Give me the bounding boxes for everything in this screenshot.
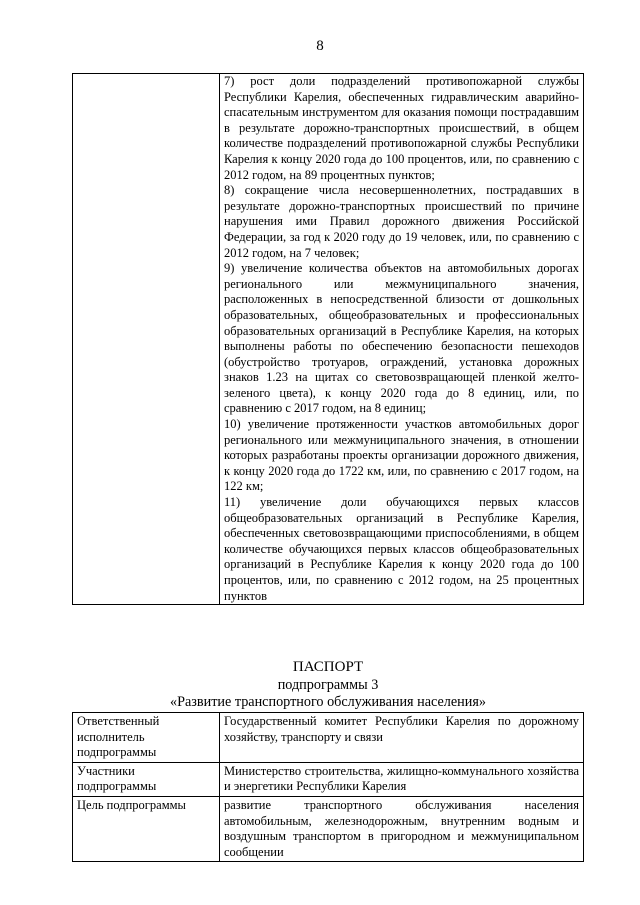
- table-row: [73, 713, 584, 763]
- indicator-item-9: 9) увеличение количества объектов на автомобильных дорогах регионального или межмуниципального значения, расположенных в непосредственной близости от дошкольных образовательных, общеобразовательных и профессиональных образовательных организаций в Республике Карелия, на которых выполнены работы по обеспечению безопасности пешеходов (обустройство тротуаров, ограждений, установка дорожных знаков 1.23 на щитах со световозвращающей пленкой желто-зеленого цвета), к концу 2020 года до 8 единиц, или, по сравнению с 2017 годом, на 8 единиц;: [224, 261, 579, 416]
- table-row: [73, 796, 584, 861]
- indicators-cell: [220, 74, 584, 605]
- indicator-item-7: 7) рост доли подразделений противопожарной службы Республики Карелия, обеспеченных гидравлическим аварийно-спасательным инструментом для оказания помощи пострадавшим в результате дорожно-транспортных происшествий, в общем количестве подразделений противопожарной службы Республики Карелия к концу 2020 года до 100 процентов, или, по сравнению с 2012 годом, на 89 процентных пунктов;: [224, 74, 579, 182]
- continued-indicators-table: [72, 73, 584, 605]
- row-value: Государственный комитет Республики Карелия по дорожному хозяйству, транспорту и связи: [220, 713, 584, 763]
- table-row: [73, 762, 584, 796]
- passport-title: ПАСПОРТ: [292, 659, 364, 675]
- indicator-item-11: 11) увеличение доли обучающихся первых классов общеобразовательных организаций в Республике Карелия, обеспеченных световозвращающими приспособлениями, в общем количестве обучающихся первых классов общеобразовательных организаций в Республике Карелия к концу 2020 года до 100 процентов, или, по сравнению с 2012 годом, на 25 процентных пунктов: [224, 495, 579, 603]
- row-value: развитие транспортного обслуживания населения автомобильным, железнодорожным, внутренним водным и воздушным транспортом в пригородном и межмуниципальном сообщении: [220, 796, 584, 861]
- row-label: Участники подпрограммы: [73, 762, 220, 796]
- empty-label-cell: [73, 74, 220, 605]
- passport-subtitle: подпрограммы 3: [277, 677, 379, 693]
- row-label: Цель подпрограммы: [73, 796, 220, 861]
- indicator-item-8: 8) сокращение числа несовершеннолетних, пострадавших в результате дорожно-транспортных происшествий по причине нарушения ими Правил дорожного движения Российской Федерации, за год к 2020 году до 19 человек, или, по сравнению с 2012 годом, на 7 человек;: [224, 183, 579, 260]
- indicator-item-10: 10) увеличение протяженности участков автомобильных дорог регионального или межмуниципального значения, в отношении которых разработаны проекты организации дорожного движения, к концу 2020 года до 1722 км, или, по сравнению с 2017 годом, на 122 км;: [224, 417, 579, 494]
- passport-table: [72, 712, 584, 862]
- subprogram-name: «Развитие транспортного обслуживания населения»: [170, 694, 486, 710]
- row-label: Ответственный исполнитель подпрограммы: [73, 713, 220, 763]
- page-number: 8: [316, 38, 324, 54]
- table-row: [73, 74, 584, 605]
- row-value: Министерство строительства, жилищно-коммунального хозяйства и энергетики Республики Карелия: [220, 762, 584, 796]
